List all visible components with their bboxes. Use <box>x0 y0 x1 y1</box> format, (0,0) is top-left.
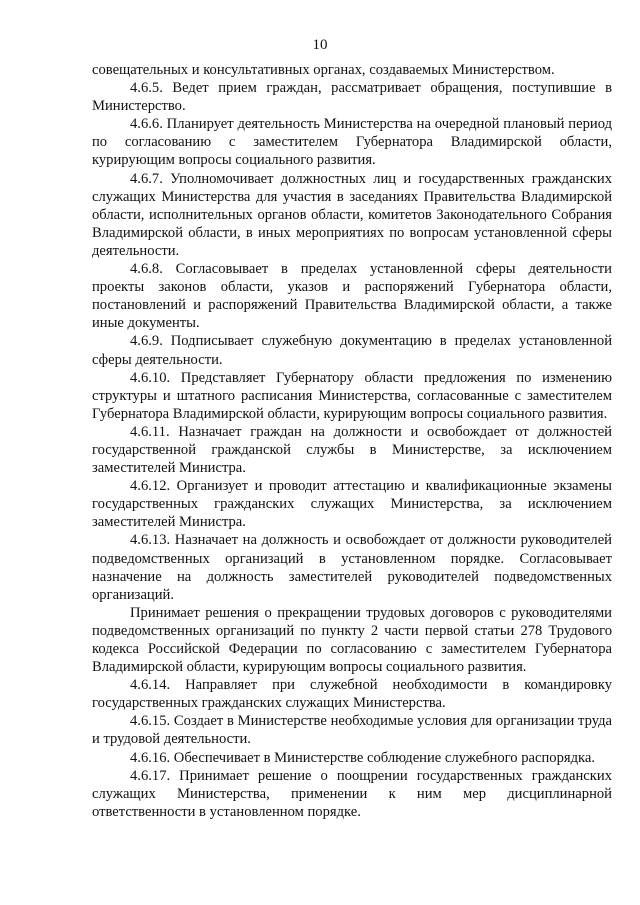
paragraph-4-6-5: 4.6.5. Ведет прием граждан, рассматривает обращения, поступившие в Министерство. <box>92 80 612 115</box>
paragraph-4-6-13-continued: Принимает решения о прекращении трудовых договоров с руководителями подведомственных организаций по пункту 2 части первой статьи 278 Трудового кодекса Российской Федерации по согласованию с заместителем Губернатора Владимирской области, курирующим вопросы социального развития. <box>92 604 612 676</box>
paragraph-continuation: совещательных и консультативных органах, создаваемых Министерством. <box>92 62 555 78</box>
paragraph-4-6-10: 4.6.10. Представляет Губернатору области предложения по изменению структуры и штатного расписания Министерства, согласованные с заместителем Губернатора Владимирской области, курирующим вопросы социального развития. <box>92 369 612 422</box>
paragraph-4-6-7: 4.6.7. Уполномочивает должностных лиц и государственных гражданских служащих Министерства для участия в заседаниях Правительства Владимирской области, исполнительных органов области, комитетов Законодательного Собрания Владимирской области, в иных мероприятиях по вопросам установленной сферы деятельности. <box>92 170 612 259</box>
paragraph-4-6-16: 4.6.16. Обеспечивает в Министерстве соблюдение служебного распорядка. <box>130 749 596 766</box>
paragraph-4-6-12: 4.6.12. Организует и проводит аттестацию и квалификационные экзамены государственных гражданских служащих Министерства, за исключением заместителей Министра. <box>92 478 612 531</box>
paragraph-4-6-11: 4.6.11. Назначает граждан на должности и освобождает от должностей государственной гражданской службы в Министерстве, за исключением заместителей Министра. <box>92 423 612 477</box>
paragraph-4-6-13: 4.6.13. Назначает на должность и освобождает от должности руководителей подведомственных организаций в установленном порядке. Согласовывает назначение на должность заместителей руководителей подведомственных организаций. <box>92 532 612 603</box>
paragraph-4-6-8: 4.6.8. Согласовывает в пределах установленной сферы деятельности проекты законов области, указов и распоряжений Губернатора области, постановлений и распоряжений Правительства Владимирской области, а также иные документы. <box>92 261 612 332</box>
paragraph-4-6-6: 4.6.6. Планирует деятельность Министерства на очередной плановый период по согласованию с заместителем Губернатора Владимирской области, курирующим вопросы социального развития. <box>92 116 612 169</box>
paragraph-4-6-17: 4.6.17. Принимает решение о поощрении государственных гражданских служащих Министерства, применении к ним мер дисциплинарной ответственности в установленном порядке. <box>92 767 612 820</box>
page-number: 10 <box>312 37 328 53</box>
document-body <box>92 61 612 821</box>
paragraph-4-6-14: 4.6.14. Направляет при служебной необходимости в командировку государственных гражданских служащих Министерства. <box>92 677 612 712</box>
paragraph-4-6-9: 4.6.9. Подписывает служебную документацию в пределах установленной сферы деятельности. <box>92 333 612 368</box>
paragraph-4-6-15: 4.6.15. Создает в Министерстве необходимые условия для организации труда и трудовой деятельности. <box>92 713 612 748</box>
